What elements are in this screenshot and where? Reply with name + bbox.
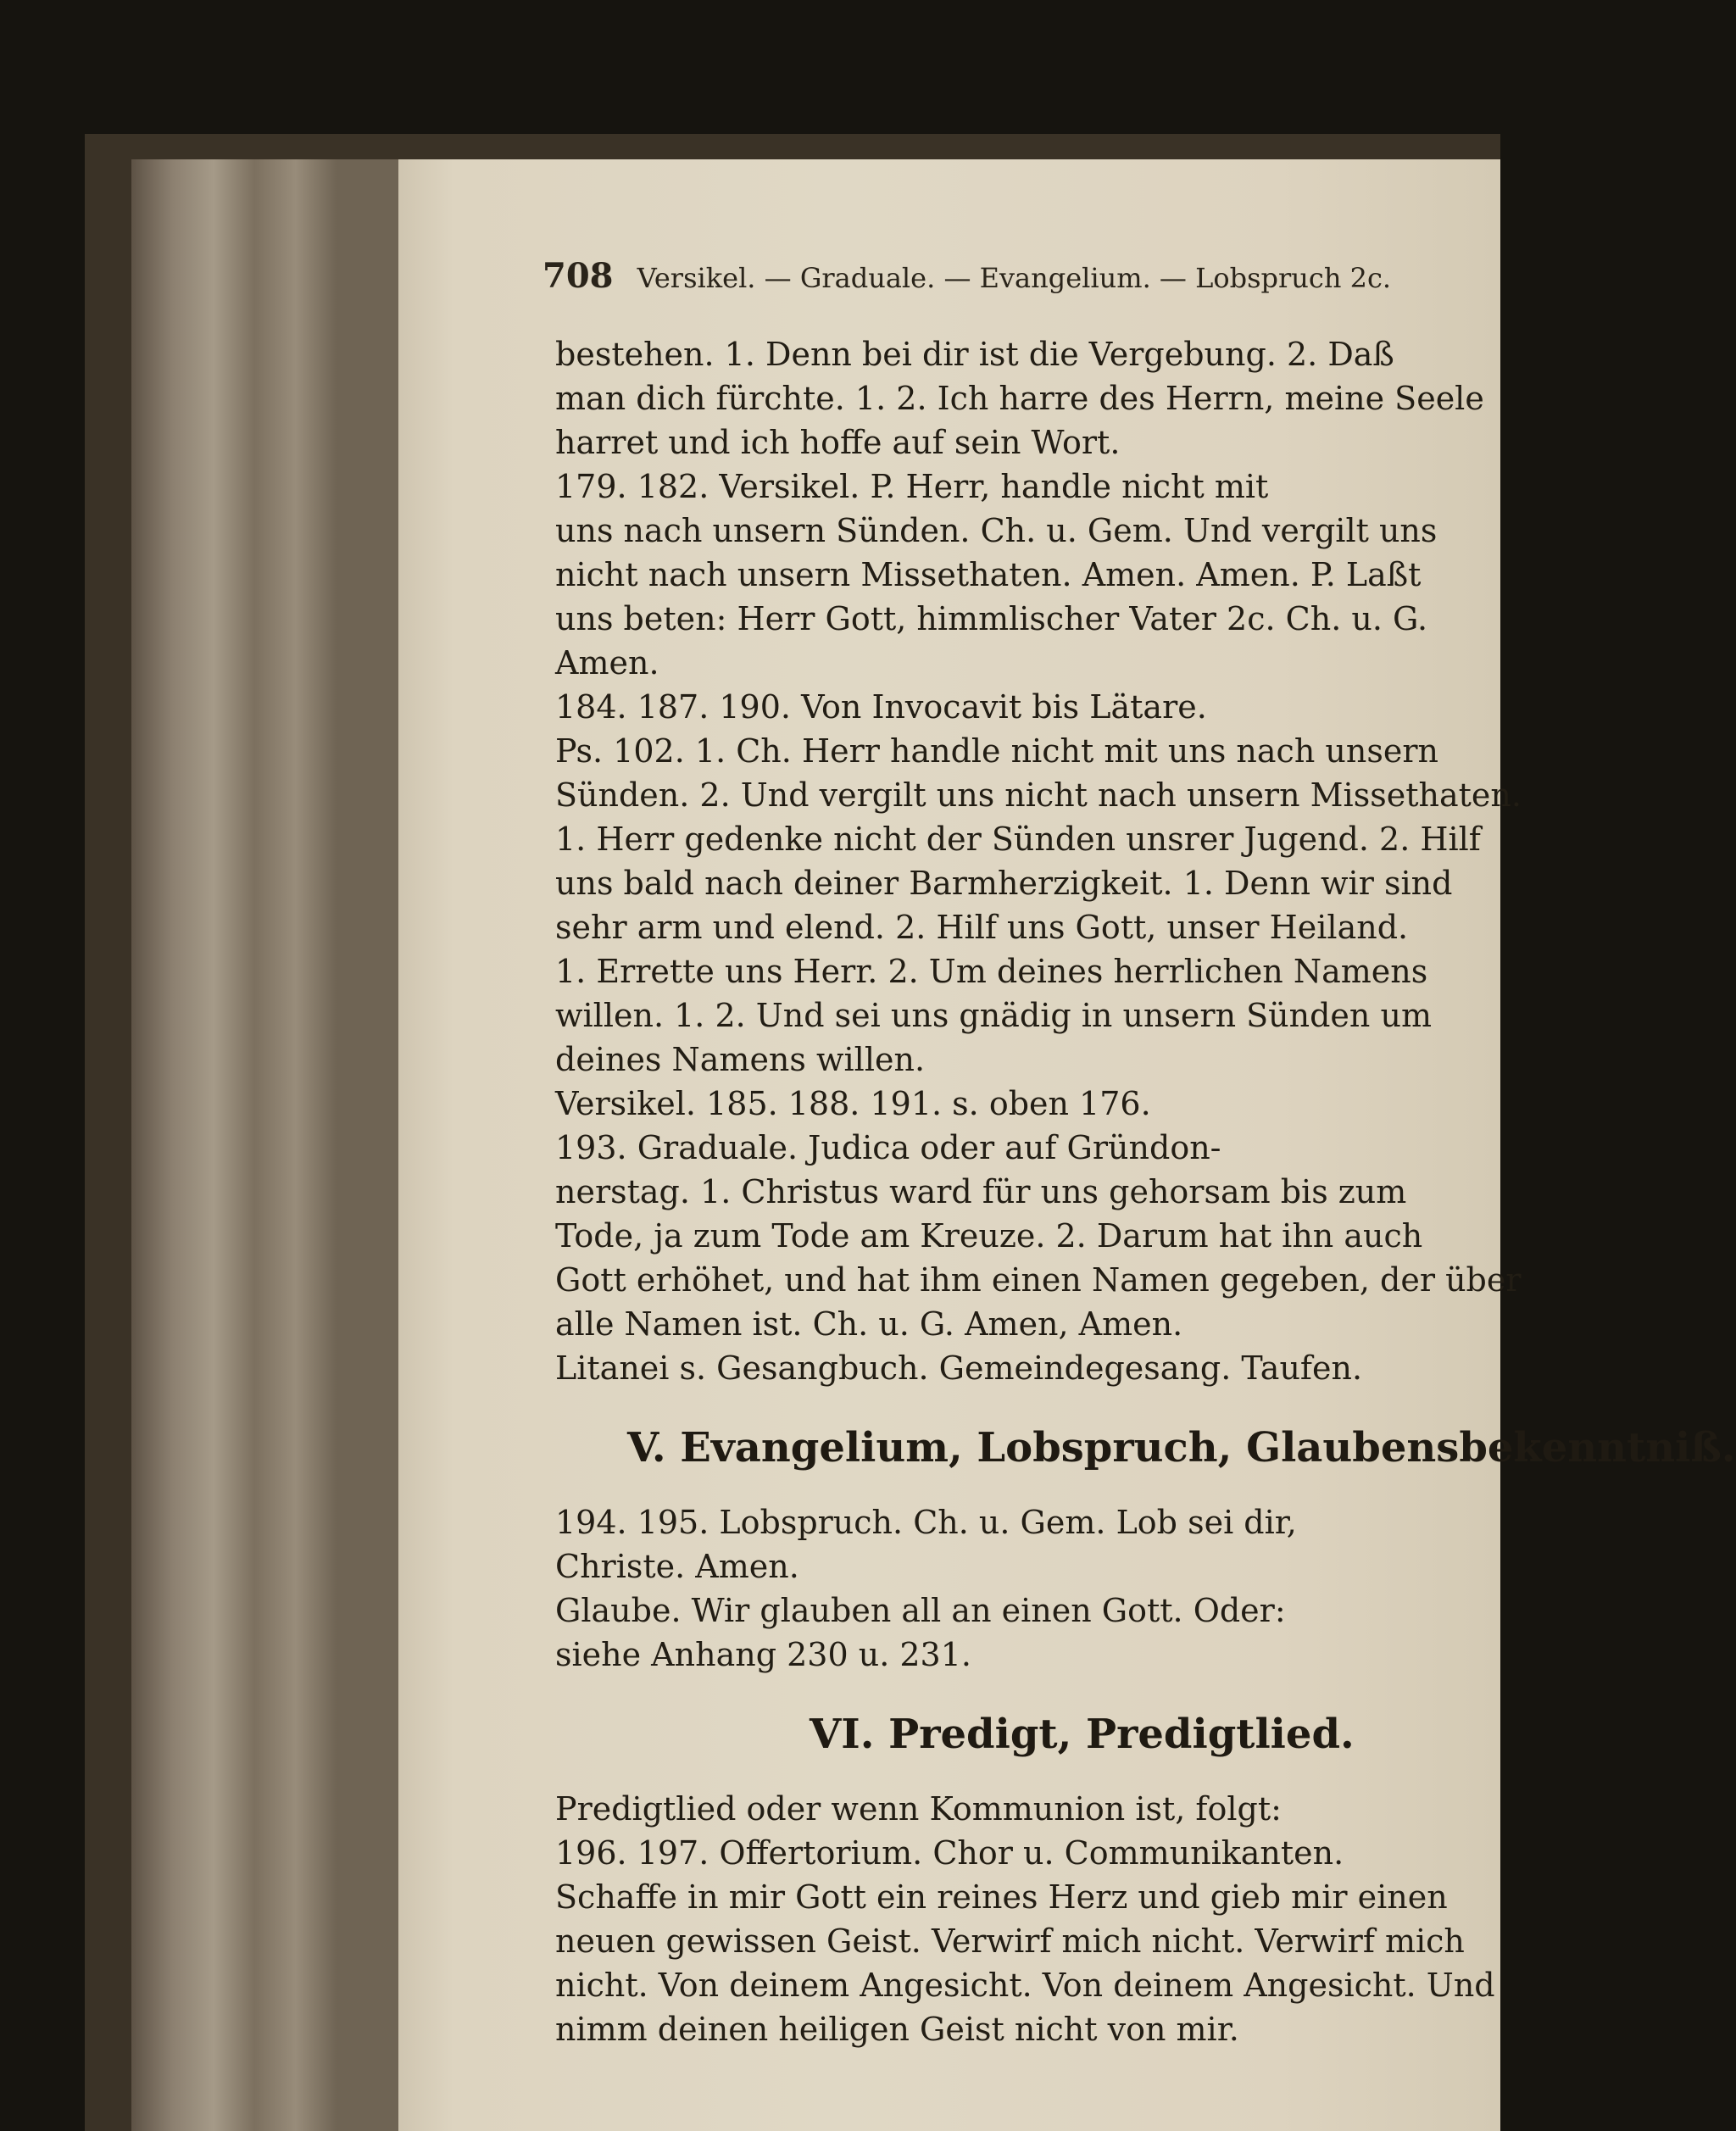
text-line: Amen. (555, 644, 659, 682)
text-line: Ps. 102. 1. Ch. Herr handle nicht mit uns nach unsern (555, 732, 1438, 770)
text-line: deines Namens willen. (555, 1041, 926, 1078)
text-line: man dich fürchte. 1. 2. Ich harre des Herrn, meine Seele (555, 380, 1484, 417)
running-title: Versikel. — Graduale. — Evangelium. — Lobspruch 2c. (637, 262, 1392, 294)
text-line: Schaffe in mir Gott ein reines Herz und gieb mir einen (555, 1878, 1448, 1916)
text-line: willen. 1. 2. Und sei uns gnädig in unsern Sünden um (555, 997, 1432, 1034)
text-line: neuen gewissen Geist. Verwirf mich nicht. Verwirf mich (555, 1922, 1465, 1960)
text-line: nicht nach unsern Missethaten. Amen. Amen. P. Laßt (555, 556, 1422, 593)
text-line: siehe Anhang 230 u. 231. (555, 1636, 971, 1673)
text-line: nimm deinen heiligen Geist nicht von mir. (555, 2011, 1239, 2048)
text-line: Sünden. 2. Und vergilt uns nicht nach unsern Missethaten. (555, 776, 1522, 814)
text-line: Versikel. 185. 188. 191. s. oben 176. (555, 1085, 1151, 1122)
text-line: 196. 197. Offertorium. Chor u. Communikanten. (555, 1834, 1344, 1872)
running-header (542, 256, 1424, 296)
text-line: 1. Errette uns Herr. 2. Um deines herrlichen Namens (555, 953, 1428, 990)
text-line: harret und ich hoffe auf sein Wort. (555, 424, 1121, 461)
section-heading-vi: VI. Predigt, Predigtlied. (810, 1711, 1355, 1758)
text-line: sehr arm und elend. 2. Hilf uns Gott, unser Heiland. (555, 909, 1409, 946)
text-line: Christe. Amen. (555, 1548, 799, 1585)
text-line: Tode, ja zum Tode am Kreuze. 2. Darum hat ihn auch (555, 1217, 1423, 1255)
text-line: uns nach unsern Sünden. Ch. u. Gem. Und vergilt uns (555, 512, 1438, 549)
text-line: uns beten: Herr Gott, himmlischer Vater 2c. Ch. u. G. (555, 600, 1428, 637)
text-line: 179. 182. Versikel. P. Herr, handle nicht mit (555, 468, 1269, 505)
text-line: uns bald nach deiner Barmherzigkeit. 1. Denn wir sind (555, 865, 1453, 902)
text-line: nicht. Von deinem Angesicht. Von deinem Angesicht. Und (555, 1967, 1495, 2004)
text-line: Predigtlied oder wenn Kommunion ist, folgt: (555, 1790, 1282, 1828)
text-line: 184. 187. 190. Von Invocavit bis Lätare. (555, 688, 1207, 726)
section-heading-v: V. Evangelium, Lobspruch, Glaubensbekenntniß. (627, 1424, 1736, 1472)
text-line: Glaube. Wir glauben all an einen Gott. Oder: (555, 1592, 1286, 1629)
text-line: 193. Graduale. Judica oder auf Gründon- (555, 1129, 1221, 1166)
text-line: Litanei s. Gesangbuch. Gemeindegesang. Taufen. (555, 1349, 1363, 1387)
text-line: bestehen. 1. Denn bei dir ist die Vergebung. 2. Daß (555, 336, 1394, 373)
text-line: alle Namen ist. Ch. u. G. Amen, Amen. (555, 1305, 1183, 1343)
page-number: 708 (542, 256, 614, 296)
text-line: 194. 195. Lobspruch. Ch. u. Gem. Lob sei dir, (555, 1504, 1297, 1541)
text-line: Gott erhöhet, und hat ihm einen Namen gegeben, der über (555, 1261, 1522, 1299)
text-line: nerstag. 1. Christus ward für uns gehorsam bis zum (555, 1173, 1407, 1210)
text-line: 1. Herr gedenke nicht der Sünden unsrer Jugend. 2. Hilf (555, 821, 1481, 858)
